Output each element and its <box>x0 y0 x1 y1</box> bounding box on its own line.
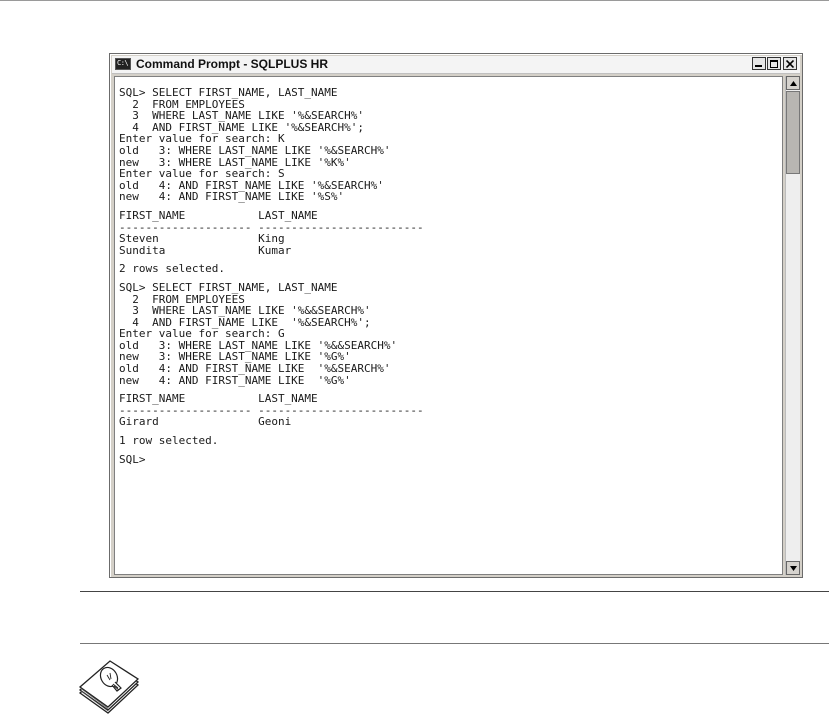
figure-bottom-rule <box>80 591 829 592</box>
console-line: 2 FROM EMPLOYEES <box>119 292 245 306</box>
console-line: SQL> SELECT FIRST_NAME, LAST_NAME <box>119 86 338 99</box>
console-line: 2 FROM EMPLOYEES <box>119 97 245 111</box>
console-text <box>119 87 782 465</box>
console-line: old 3: WHERE LAST_NAME LIKE '%&&SEARCH%' <box>119 338 398 352</box>
note-top-rule <box>80 643 829 644</box>
close-button[interactable] <box>783 57 797 70</box>
console-line: new 3: WHERE LAST_NAME LIKE '%K%' <box>119 155 351 169</box>
console-line: 3 WHERE LAST_NAME LIKE '%&&SEARCH%' <box>119 304 371 318</box>
arrow-down-icon <box>790 566 797 571</box>
console-app-icon[interactable] <box>115 58 131 70</box>
console-line: old 3: WHERE LAST_NAME LIKE '%&SEARCH%' <box>119 143 391 157</box>
console-line: Enter value for search: S <box>119 167 285 181</box>
maximize-button[interactable] <box>767 57 781 70</box>
close-icon <box>786 60 794 68</box>
console-line: FIRST_NAME LAST_NAME <box>119 208 318 222</box>
console-line: SQL> SELECT FIRST_NAME, LAST_NAME <box>119 280 338 294</box>
console-line <box>119 428 782 435</box>
console-line: new 4: AND FIRST_NAME LIKE '%S%' <box>119 190 345 204</box>
scroll-up-button[interactable] <box>786 76 800 90</box>
console-line: new 3: WHERE LAST_NAME LIKE '%G%' <box>119 350 351 364</box>
console-line: Sundita Kumar <box>119 243 292 257</box>
console-line: new 4: AND FIRST_NAME LIKE '%G%' <box>119 373 351 387</box>
window-title: Command Prompt - SQLPLUS HR <box>136 57 329 71</box>
minimize-button[interactable] <box>752 57 766 70</box>
lightbulb-note-icon <box>74 655 164 717</box>
console-line: old 4: AND FIRST_NAME LIKE '%&SEARCH%' <box>119 362 391 376</box>
scroll-thumb[interactable] <box>786 91 800 174</box>
console-line: 1 row selected. <box>119 434 219 448</box>
vertical-scrollbar[interactable] <box>785 76 800 575</box>
console-line: SQL> <box>119 452 146 466</box>
console-line <box>119 447 782 454</box>
console-line: Girard Geoni <box>119 415 292 429</box>
title-icon-label: C:\ <box>117 59 129 67</box>
command-prompt-window[interactable] <box>109 53 803 578</box>
console-line: 4 AND FIRST_NAME LIKE '%&SEARCH%'; <box>119 120 365 134</box>
console-line: 4 AND FIRST_NAME LIKE '%&SEARCH%'; <box>119 315 371 329</box>
window-titlebar[interactable] <box>112 56 800 74</box>
arrow-up-icon <box>790 81 797 86</box>
console-line: Steven King <box>119 232 285 246</box>
console-line: 3 WHERE LAST_NAME LIKE '%&SEARCH%' <box>119 109 365 123</box>
console-output-area[interactable] <box>114 76 783 575</box>
scroll-down-button[interactable] <box>786 561 800 575</box>
console-line: 2 rows selected. <box>119 262 225 276</box>
console-line: FIRST_NAME LAST_NAME <box>119 392 318 406</box>
console-line: Enter value for search: G <box>119 327 285 341</box>
console-line: -------------------- ------------------------- <box>119 403 424 417</box>
console-line: Enter value for search: K <box>119 132 285 146</box>
page-top-rule <box>0 0 829 1</box>
console-line: -------------------- ------------------------- <box>119 220 424 234</box>
console-line: old 4: AND FIRST_NAME LIKE '%&SEARCH%' <box>119 178 384 192</box>
